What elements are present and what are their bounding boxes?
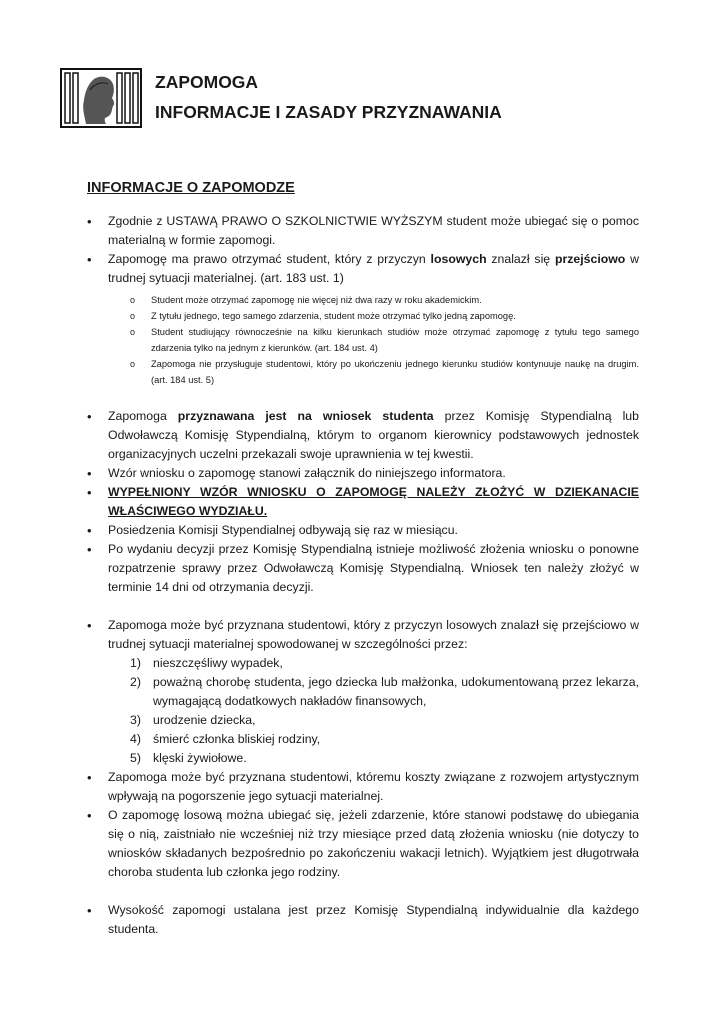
cause-item: 4) śmierć członka bliskiej rodziny, bbox=[130, 732, 321, 746]
bullet-legal-basis: • Zgodnie z USTAWĄ PRAWO O SZKOLNICTWIE WYŻSZYM student może ubiegać się o pomoc materialną w formie zapomogi. bbox=[87, 212, 639, 250]
cause-item: 5) klęski żywiołowe. bbox=[130, 751, 247, 765]
bullet-artistic: • Zapomoga może być przyznana studentowi, któremu koszty związane z rozwojem artystycznym wpływają na pogorszenie jego sytuacji materialnej. bbox=[87, 768, 639, 806]
sub-item: o Z tytułu jednego, tego samego zdarzenia, student może otrzymać tylko jedną zapomogę. bbox=[130, 308, 639, 324]
sub-item: o Student może otrzymać zapomogę nie więcej niż dwa razy w roku akademickim. bbox=[130, 292, 639, 308]
university-logo bbox=[60, 68, 142, 128]
doc-title-line1: ZAPOMOGA bbox=[155, 72, 259, 92]
bullet-eligibility: • Zapomogę ma prawo otrzymać student, który z przyczyn losowych znalazł się przejściowo w trudnej sytuacji materialnej. (art. 183 ust. 1) o Student może otrzymać zapomogę nie więcej niż dwa razy w roku akademickim. o Z tytułu jednego, tego samego zdarzenia, student może otrzymać tylko jedną zapomogę. o Student studiujący równocześnie na kilku kierunkach studiów może otrzymać zapomogę z tytułu tego samego zdarzenia tylko na jednym z kierunków. (art. 184 ust. 4) o Zapomoga nie przysługuje studentowi, który po ukończeniu jednego kierunku studiów kontynuuje naukę na drugim. (art. 184 ust. 5) bbox=[87, 250, 639, 388]
doc-title-line2: INFORMACJE I ZASADY PRZYZNAWANIA bbox=[155, 102, 502, 122]
bullet-appeal: • Po wydaniu decyzji przez Komisję Stypendialną istnieje możliwość złożenia wniosku o ponowne rozpatrzenie sprawy przez Odwoławczą Komisję Stypendialną. Wniosek ten należy złożyć w terminie 14 dni od otrzymania decyzji. bbox=[87, 540, 639, 597]
sub-item: o Zapomoga nie przysługuje studentowi, który po ukończeniu jednego kierunku studiów kontynuuje naukę na drugim. (art. 184 ust. 5) bbox=[130, 356, 639, 388]
bullet-application: • Zapomoga przyznawana jest na wniosek studenta przez Komisję Stypendialną lub Odwoławczą Komisję Stypendialną, którym to organom kierownicy podstawowych jednostek organizacyjnych uczelni przekazali swoje uprawnienia w tej kwestii. bbox=[87, 407, 639, 464]
bullet-form-template: • Wzór wniosku o zapomogę stanowi załącznik do niniejszego informatora. bbox=[87, 464, 639, 483]
sub-item: o Student studiujący równocześnie na kilku kierunkach studiów może otrzymać zapomogę z tytułu tego samego zdarzenia tylko na jednym z kierunków. (art. 184 ust. 4) bbox=[130, 324, 639, 356]
eligibility-sublist bbox=[130, 292, 639, 388]
bullet-amount: • Wysokość zapomogi ustalana jest przez Komisję Stypendialną indywidualnie dla każdego studenta. bbox=[87, 901, 639, 939]
bullet-meetings: • Posiedzenia Komisji Stypendialnej odbywają się raz w miesiącu. bbox=[87, 521, 639, 540]
section-heading: INFORMACJE O ZAPOMODZE bbox=[87, 180, 295, 196]
bullet-causes: • Zapomoga może być przyznana studentowi, który z przyczyn losowych znalazł się przejściowo w trudnej sytuacji materialnej spowodowanej w szczególności przez: 1) nieszczęśliwy wypadek, 2) poważną chorobę studenta, jego dziecka lub małżonka, udokumentowaną przez lekarza, wymagającą dodatkowych nakładów finansowych, 3) urodzenie dziecka, 4) śmierć członka bliskiej rodziny, 5) klęski żywiołowe. bbox=[87, 616, 639, 768]
cause-item: 2) poważną chorobę studenta, jego dziecka lub małżonka, udokumentowaną przez lekarza, wymagającą dodatkowych nakładów finansowych, bbox=[130, 675, 639, 708]
document-body bbox=[87, 212, 639, 939]
cause-item: 3) urodzenie dziecka, bbox=[130, 713, 256, 727]
bullet-timing: • O zapomogę losową można ubiegać się, jeżeli zdarzenie, które stanowi podstawę do ubiegania się o nią, zaistniało nie wcześniej niż trzy miesiące przed datą złożenia wniosku (nie dotyczy to wniosków składanych bezpośrednio po zakończeniu wakacji letnich). Wyjątkiem jest długotrwała choroba studenta lub członka jego rodziny. bbox=[87, 806, 639, 882]
bullet-submission-notice: • WYPEŁNIONY WZÓR WNIOSKU O ZAPOMOGĘ NALEŻY ZŁOŻYĆ W DZIEKANACIE WŁAŚCIWEGO WYDZIAŁU. bbox=[87, 483, 639, 521]
cause-item: 1) nieszczęśliwy wypadek, bbox=[130, 656, 283, 670]
causes-list bbox=[130, 654, 639, 768]
